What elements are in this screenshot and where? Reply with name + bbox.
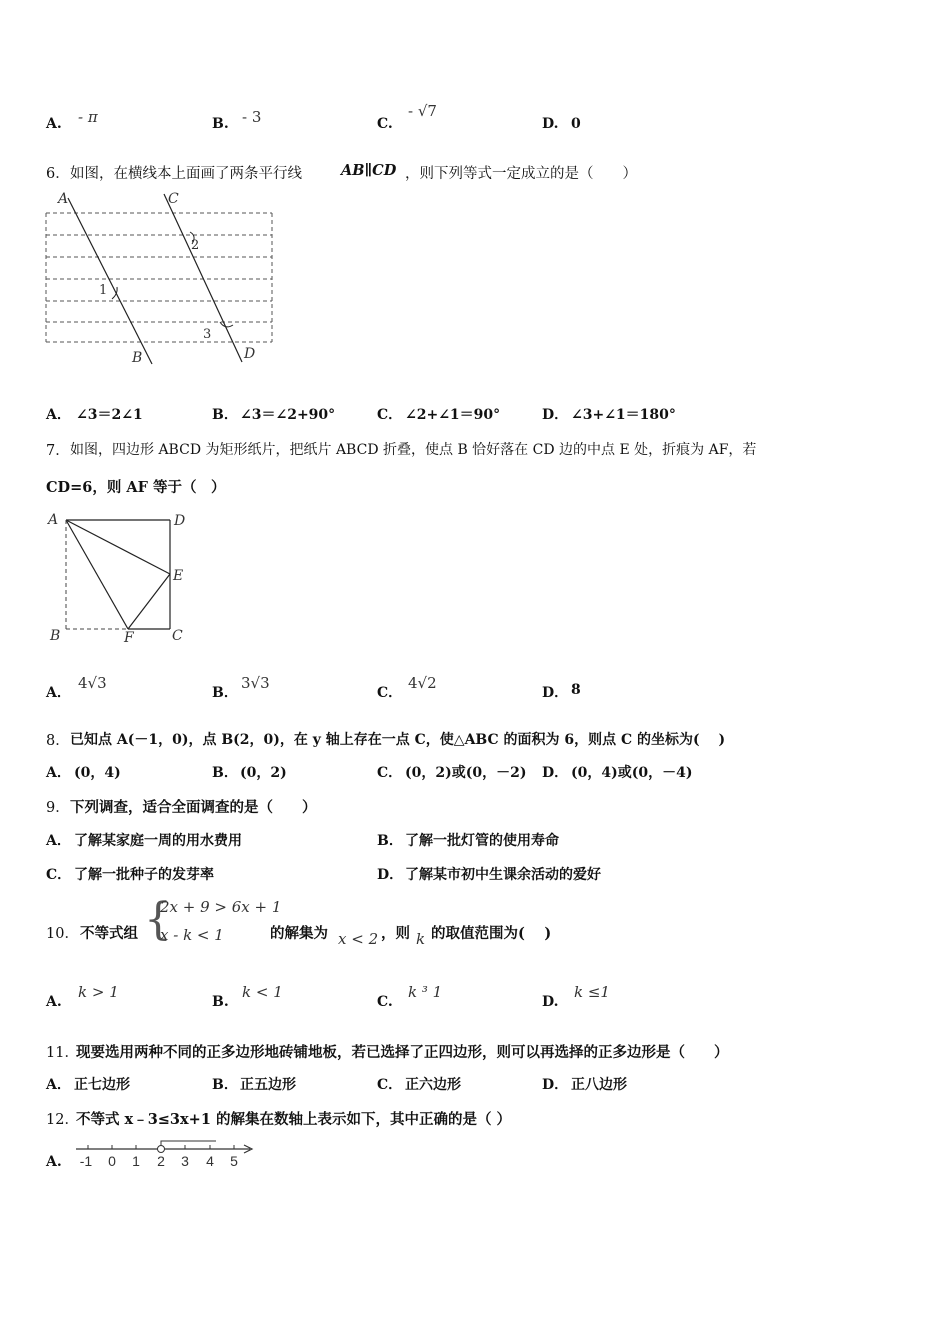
- q11-option-a-text: 正七边形: [74, 1077, 130, 1093]
- q10-option-a-value: k > 1: [78, 983, 119, 1001]
- q8-option-c-letter: C．: [377, 765, 403, 781]
- q6-angle-3: 3: [203, 327, 212, 342]
- q5-options: [0, 102, 950, 134]
- q6-label-a: A: [58, 191, 69, 207]
- q9-option-d-text: 了解某市初中生课余活动的爱好: [405, 867, 601, 883]
- q6-stem: [0, 160, 950, 186]
- q10-option-b-letter: B.: [212, 994, 229, 1010]
- q10-option-b-value: k < 1: [242, 983, 283, 1001]
- q9-number: 9．: [46, 800, 70, 816]
- q10-stem: [0, 892, 950, 956]
- q11-option-b-letter: B．: [212, 1077, 238, 1093]
- q6-option-d-letter: D．: [542, 407, 569, 423]
- q7-label-d: D: [174, 513, 186, 529]
- q6-option-c-text: ∠2+∠1＝90°: [405, 407, 501, 423]
- q7-option-a-letter: A．: [46, 685, 71, 701]
- q9-options-row-1: [0, 828, 950, 854]
- q12-tick-label: -1: [79, 1153, 93, 1169]
- q9-stem-text: 下列调查，适合全面调查的是（ ）: [70, 799, 317, 816]
- q10-option-c-value: k ³ 1: [408, 983, 443, 1001]
- q10-number: 10．: [46, 926, 79, 942]
- q6-line-ab: [68, 198, 152, 364]
- q8-stem-text: 已知点 A(－1，0)，点 B(2，0)，在 y 轴上存在一点 C，使△ABC 的面积为 6，则点 C 的坐标为( ): [70, 732, 726, 748]
- q7-stem-line2: CD=6，则 AF 等于（ ）: [46, 479, 226, 496]
- q12-option-a: [0, 1140, 950, 1174]
- q6-stem-post: ，则下列等式一定成立的是（ ）: [405, 166, 637, 182]
- q10-stem-mid2: ，则: [381, 925, 410, 942]
- q7-label-a: A: [48, 512, 59, 528]
- q10-option-a-letter: A.: [46, 994, 62, 1010]
- q9-option-b-text: 了解一批灯管的使用寿命: [405, 833, 559, 849]
- q7-option-c-value: 4√2: [408, 674, 437, 692]
- q12-tick-label: 5: [230, 1153, 238, 1169]
- q8-option-a-letter: A．: [46, 765, 71, 781]
- q5-option-a-value: - π: [78, 108, 98, 126]
- q10-options: [0, 983, 950, 1012]
- q7-option-b-value: 3√3: [241, 674, 270, 692]
- q8-stem: [0, 727, 950, 753]
- q10-inequality-2: x - k < 1: [160, 926, 224, 944]
- q10-stem-post: 的取值范围为( ): [431, 925, 552, 942]
- q12-option-a-letter: A.: [46, 1154, 62, 1170]
- q5-option-c-value: - √7: [408, 102, 437, 120]
- q12-stem: [0, 1106, 950, 1132]
- q7-figure: [44, 508, 204, 648]
- q7-option-b-letter: B．: [212, 685, 238, 701]
- q7-option-c-letter: C．: [377, 685, 403, 701]
- q10-option-d-letter: D.: [542, 994, 559, 1010]
- q10-stem-pre: 不等式组: [80, 925, 138, 942]
- q11-option-d-letter: D．: [542, 1077, 569, 1093]
- q9-options-row-2: [0, 862, 950, 888]
- q8-option-b-letter: B．: [212, 765, 238, 781]
- q7-option-d-letter: D．: [542, 685, 569, 701]
- q5-option-a-letter: A.: [46, 116, 62, 132]
- q5-option-b-value: - 3: [242, 108, 262, 126]
- q6-option-b-letter: B．: [212, 407, 238, 423]
- q10-solution: x < 2: [338, 930, 379, 948]
- q9-option-c-text: 了解一批种子的发芽率: [74, 867, 214, 883]
- q5-option-d-letter: D.: [542, 116, 559, 132]
- q12-tick-label: 1: [132, 1153, 140, 1169]
- q6-option-b-text: ∠3＝∠2+90°: [240, 407, 336, 423]
- q9-option-c-letter: C．: [46, 867, 72, 883]
- q6-angle-2: 2: [191, 238, 200, 253]
- q6-number: 6．: [46, 166, 70, 182]
- q7-stem-line-2: [0, 474, 950, 500]
- q9-option-b-letter: B．: [377, 833, 403, 849]
- q9-option-a-letter: A．: [46, 833, 71, 849]
- q10-stem-mid: 的解集为: [270, 925, 328, 942]
- q7-label-f: F: [124, 630, 134, 646]
- q11-option-a-letter: A．: [46, 1077, 71, 1093]
- q11-stem: [0, 1039, 950, 1065]
- q9-option-d-letter: D．: [377, 867, 404, 883]
- q12-tick-label: 0: [108, 1153, 116, 1169]
- q5-option-c-letter: C.: [377, 116, 393, 132]
- q6-label-b: B: [132, 350, 143, 366]
- q8-option-b-text: (0，2): [240, 765, 287, 781]
- q11-number: 11．: [46, 1045, 79, 1061]
- q7-options: [0, 676, 950, 702]
- q7-stem-line-1: [0, 437, 950, 463]
- q8-number: 8．: [46, 733, 70, 749]
- q11-option-b-text: 正五边形: [240, 1077, 296, 1093]
- q12-number-line: [72, 1140, 262, 1170]
- q6-figure: [40, 188, 280, 368]
- q6-option-d-text: ∠3+∠1＝180°: [571, 407, 676, 423]
- q7-option-a-value: 4√3: [78, 674, 107, 692]
- q10-option-c-letter: C.: [377, 994, 393, 1010]
- q8-options: [0, 760, 950, 786]
- q11-stem-text: 现要选用两种不同的正多边形地砖铺地板，若已选择了正四边形，则可以再选择的正多边形是（ ）: [76, 1044, 729, 1061]
- q6-option-a-text: ∠3＝2∠1: [76, 407, 143, 423]
- q10-system-brace: {: [144, 894, 172, 945]
- q7-number: 7．: [46, 443, 70, 459]
- q6-option-c-letter: C．: [377, 407, 403, 423]
- q10-inequality-1: 2x + 9 > 6x + 1: [160, 898, 282, 916]
- q11-options: [0, 1072, 950, 1098]
- q5-option-d-value: 0: [571, 116, 581, 132]
- q8-option-d-letter: D．: [542, 765, 569, 781]
- q12-stem-text: 不等式 x﹣3≤3x+1 的解集在数轴上表示如下，其中正确的是（ ）: [76, 1111, 511, 1128]
- q9-option-a-text: 了解某家庭一周的用水费用: [74, 833, 242, 849]
- q6-option-a-letter: A．: [46, 407, 71, 423]
- q12-number: 12．: [46, 1112, 79, 1128]
- q12-tick-label: 3: [181, 1153, 189, 1169]
- q7-option-d-value: 8: [571, 682, 581, 698]
- q11-option-c-text: 正六边形: [405, 1077, 461, 1093]
- q11-option-c-letter: C．: [377, 1077, 403, 1093]
- q6-label-d: D: [244, 346, 256, 362]
- q10-option-d-value: k ≤1: [574, 983, 610, 1001]
- q8-option-d-text: (0，4)或(0，－4): [571, 765, 693, 781]
- q7-stem-line1: 如图，四边形 ABCD 为矩形纸片，把纸片 ABCD 折叠，使点 B 恰好落在 CD 边的中点 E 处，折痕为 AF，若: [70, 442, 757, 458]
- q7-label-e: E: [173, 568, 184, 584]
- q6-stem-pre: 如图，在横线本上面画了两条平行线: [70, 166, 302, 182]
- q7-label-c: C: [172, 628, 183, 644]
- q12-tick-label: 4: [206, 1153, 214, 1169]
- q12-open-circle: [158, 1146, 165, 1153]
- q6-stem-math: AB∥CD: [341, 162, 397, 179]
- q8-option-c-text: (0，2)或(0，－2): [405, 765, 527, 781]
- q6-label-c: C: [168, 191, 179, 207]
- q12-tick-label: 2: [157, 1153, 165, 1169]
- q6-angle-1: 1: [99, 283, 108, 298]
- q11-option-d-text: 正八边形: [571, 1077, 627, 1093]
- q6-options: [0, 402, 950, 428]
- q9-stem: [0, 794, 950, 820]
- q7-label-b: B: [50, 628, 61, 644]
- q10-k: k: [416, 930, 426, 948]
- q5-option-b-letter: B.: [212, 116, 229, 132]
- q8-option-a-text: (0，4): [74, 765, 121, 781]
